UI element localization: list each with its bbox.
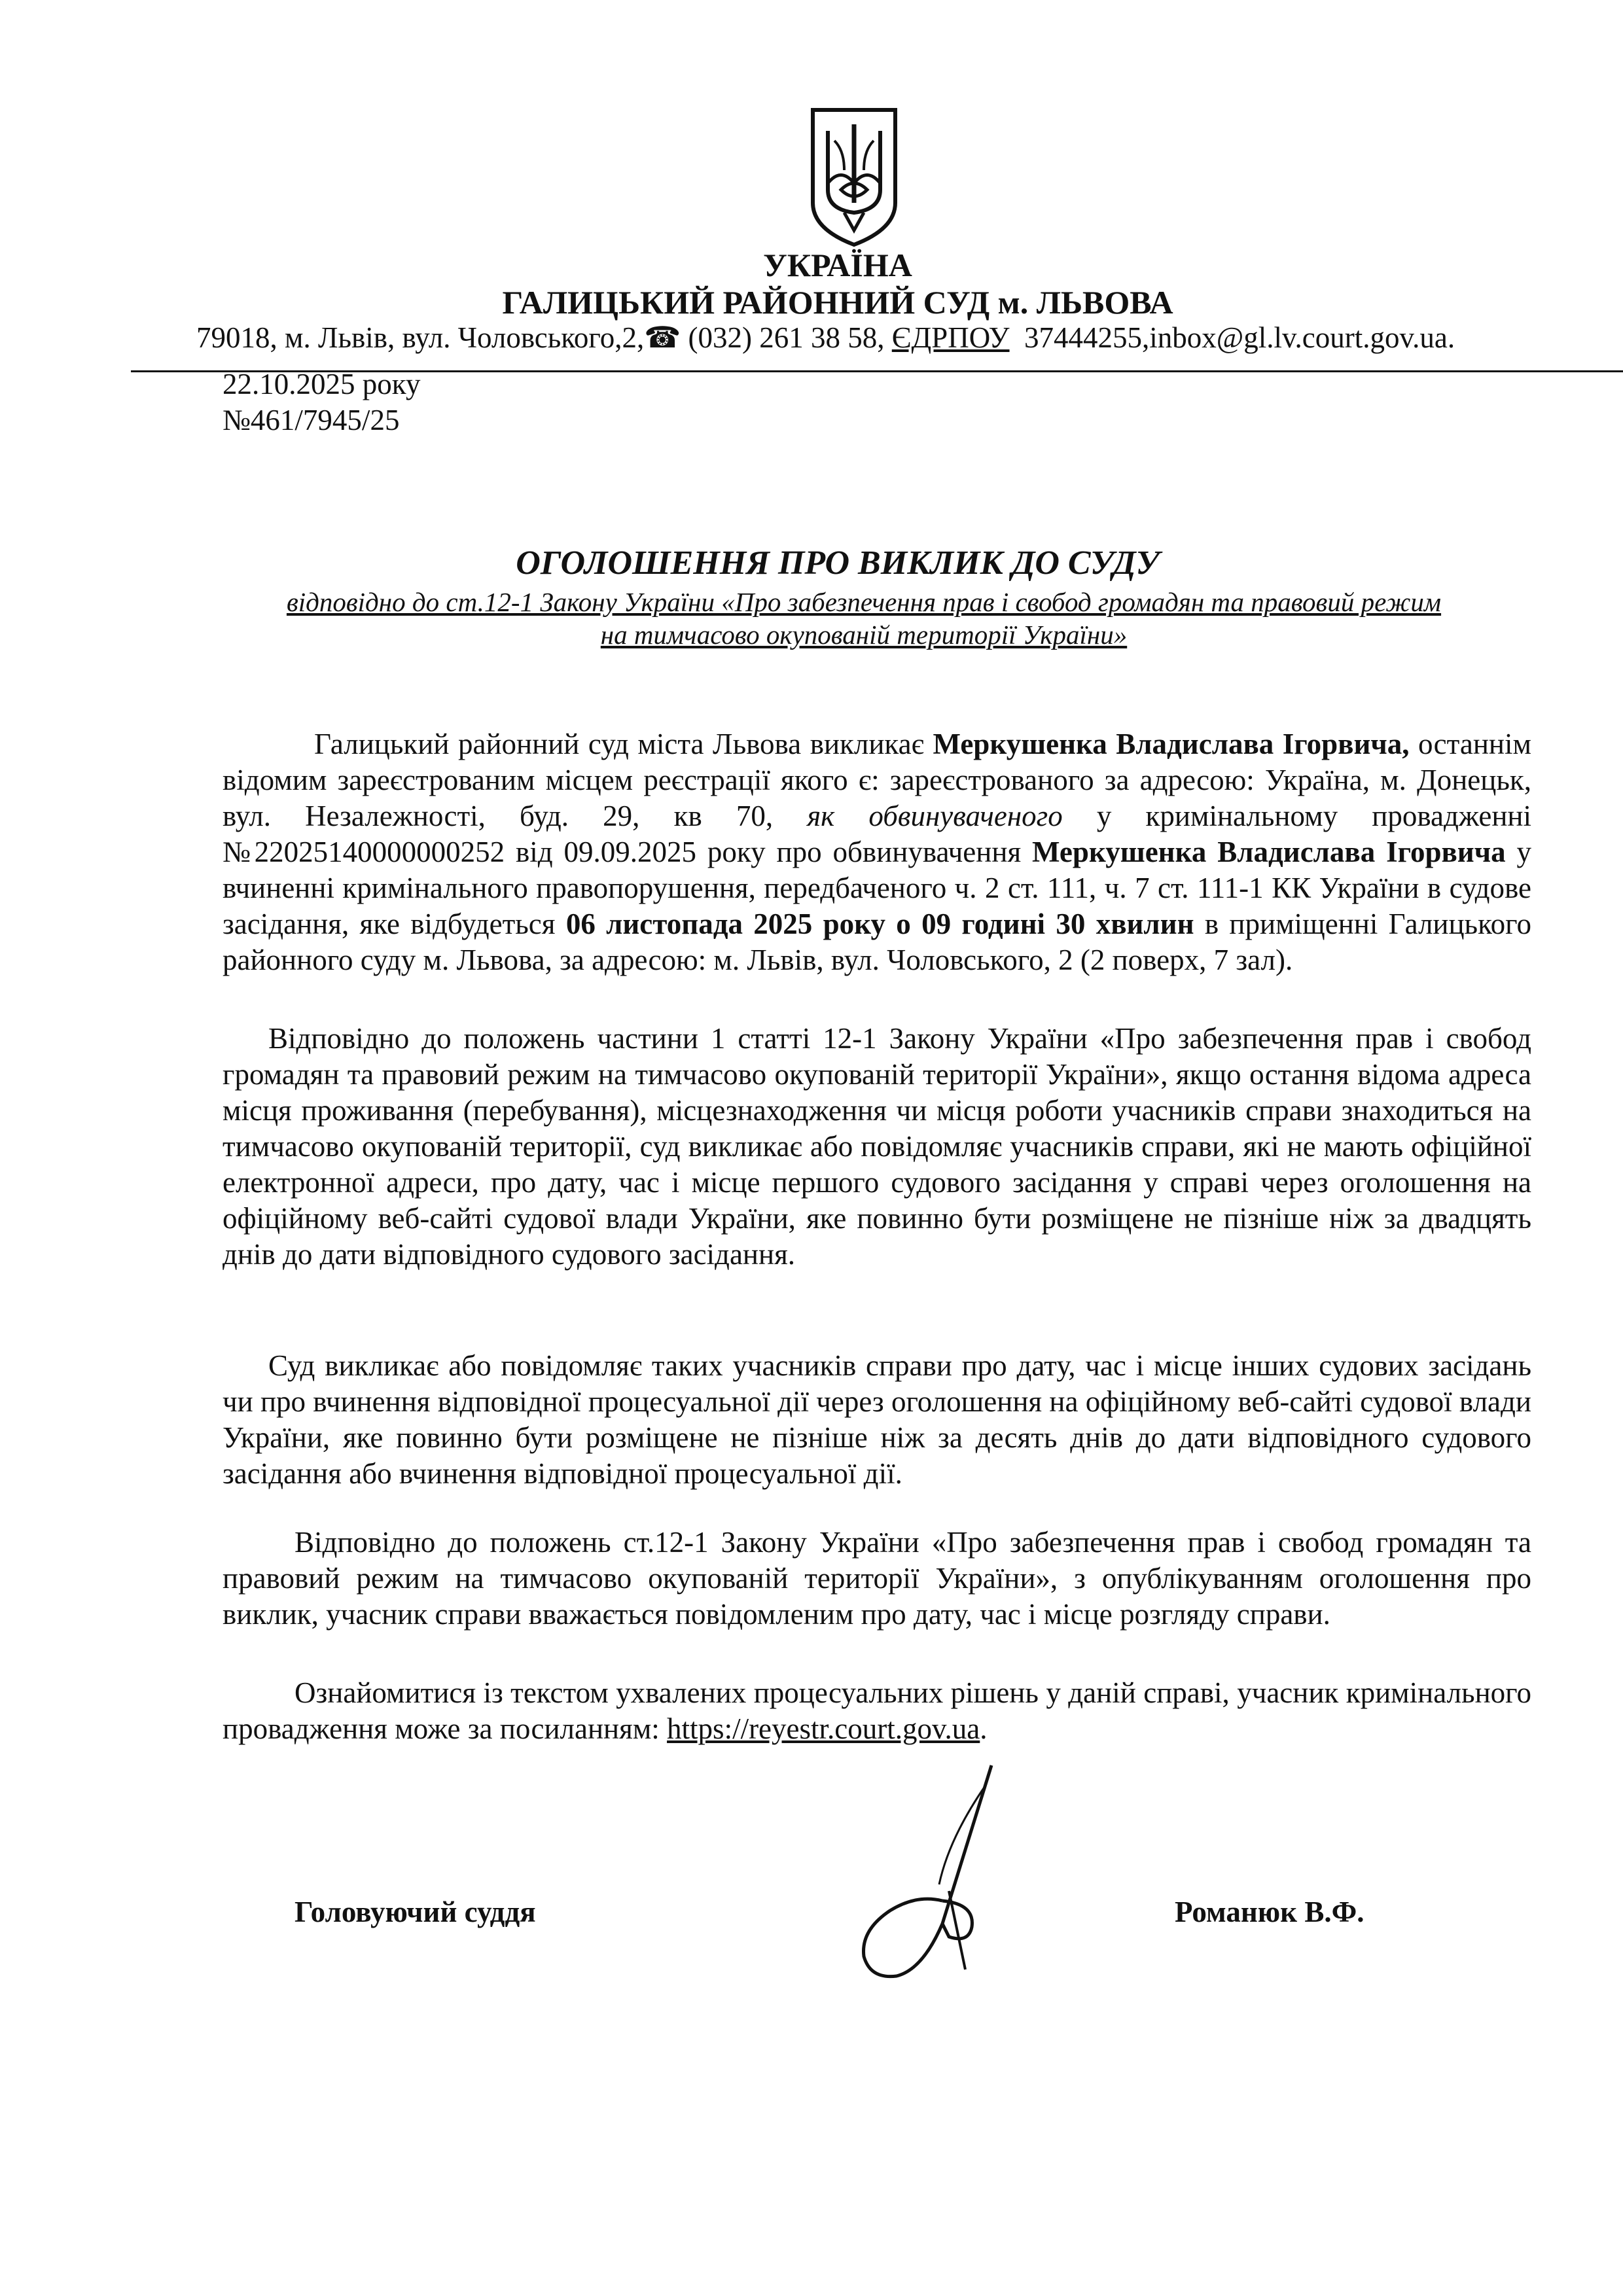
notice-heading: ОГОЛОШЕННЯ ПРО ВИКЛИК ДО СУДУ <box>516 544 1160 582</box>
notice-subtitle-line2: на тимчасово окупованій території України» <box>600 620 1128 650</box>
defendant-name: Меркушенка Владислава Ігорвича, <box>933 728 1410 760</box>
summons-charge: у вчиненні кримінального правопорушення, передбаченого ч. 2 ст. 111, ч. 7 ст. 111-1 КК України в судове засідання, яке відбудеться <box>223 836 1531 940</box>
judge-name: Романюк В.Ф. <box>1175 1896 1364 1928</box>
judge-signature <box>844 1760 1014 1989</box>
paragraph-publication: Відповідно до положень ст.12-1 Закону України «Про забезпечення прав і свобод громадян та правовий режим на тимчасово окупованій території України», з опублікуванням оголошення про виклик, учасник справи вважається повідомленим про дату, час і місце розгляду справи. <box>223 1526 1531 1631</box>
notice-subtitle-line1: відповідно до ст.12-1 Закону України «Про забезпечення прав і свобод громадян та правовий режим <box>286 587 1442 617</box>
document-date: 22.10.2025 року <box>223 368 421 400</box>
presiding-judge-label: Головуючий суддя <box>294 1896 536 1928</box>
court-phone: (032) 261 38 58, <box>688 321 885 354</box>
country-title: УКРАЇНА <box>763 247 912 283</box>
court-address: 79018, м. Львів, вул. Чоловського,2, <box>196 321 645 354</box>
hearing-datetime: 06 листопада 2025 року о 09 годині 30 хвилин <box>565 908 1194 940</box>
coat-of-arms-icon <box>805 105 903 249</box>
paragraph-registry <box>223 1675 1531 1747</box>
defendant-role: як обвинуваченого <box>807 800 1063 832</box>
summons-case: у кримінальному провадженні №22025140000000252 від 09.09.2025 року про обвинувачення <box>223 800 1531 868</box>
edrpou-label: ЄДРПОУ <box>891 321 1010 354</box>
summons-location: в приміщенні Галицького районного суду м. Львова, за адресою: м. Львів, вул. Чоловського, 2 (2 поверх, 7 зал). <box>223 908 1531 976</box>
court-contacts <box>196 319 1603 356</box>
defendant-name-repeat: Меркушенка Владислава Ігорвича <box>1032 836 1506 868</box>
edrpou-and-email: 37444255,inbox@gl.lv.court.gov.ua. <box>1024 321 1455 354</box>
paragraph-summons <box>223 726 1531 978</box>
summons-intro: Галицький районний суд міста Львова викликає <box>314 728 933 760</box>
document-number: №461/7945/25 <box>223 404 400 436</box>
registry-text: Ознайомитися із текстом ухвалених процесуальних рішень у даній справі, учасник кримінального провадження може за посиланням: <box>223 1676 1531 1745</box>
registry-period: . <box>980 1712 988 1745</box>
court-name: ГАЛИЦЬКИЙ РАЙОННИЙ СУД м. ЛЬВОВА <box>502 284 1173 321</box>
summons-address: останнім відомим зареєстрованим місцем реєстрації якого є: зареєстрованого за адресою: Україна, м. Донецьк, вул. Незалежності, буд. 29, кв 70, <box>223 728 1531 832</box>
phone-icon: ☎ <box>644 321 681 354</box>
paragraph-other-hearings: Суд викликає або повідомляє таких учасників справи про дату, час і місце інших судових засідань чи про вчинення відповідної процесуальної дії через оголошення на офіційному веб-сайті судової влади України, яке повинно бути розміщене не пізніше ніж за десять днів до дати відповідного судового засідання або вчинення відповідної процесуальної дії. <box>223 1349 1531 1490</box>
registry-link[interactable]: https://reyestr.court.gov.ua <box>667 1712 980 1745</box>
paragraph-law-basis: Відповідно до положень частини 1 статті 12-1 Закону України «Про забезпечення прав і свобод громадян та правовий режим на тимчасово окупованій території України», якщо остання відома адреса місця проживання (перебування), місцезнаходження чи місця роботи учасників справи знаходиться на тимчасово окупованій території, суд викликає або повідомляє учасників справи, які не мають офіційної електронної адреси, про дату, час і місце першого судового засідання у справі через оголошення на офіційному веб-сайті судової влади України, яке повинно бути розміщене не пізніше ніж за двадцять днів до дати відповідного судового засідання. <box>223 1022 1531 1271</box>
